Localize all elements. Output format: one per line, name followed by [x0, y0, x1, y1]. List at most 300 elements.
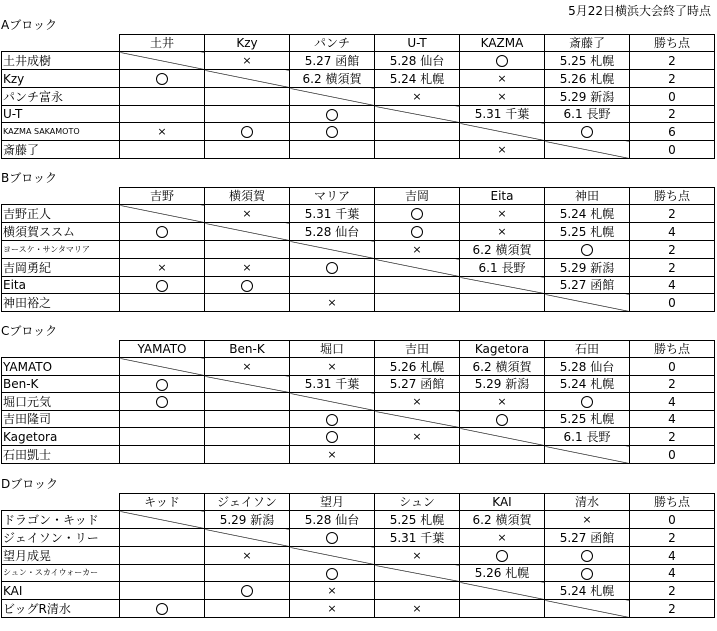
wrestler-name: 横須賀ススム [2, 223, 120, 241]
scheduled-match-cell: 5.28 仙台 [290, 223, 375, 241]
self-match-cell [290, 88, 375, 106]
cross-loss-icon: × [412, 90, 422, 103]
column-header: Eita [460, 188, 545, 205]
loss-cell [205, 259, 290, 277]
table-row [2, 106, 715, 123]
loss-cell [290, 582, 375, 600]
table-row [2, 600, 715, 618]
table-row [2, 205, 715, 223]
column-header: 清水 [545, 494, 630, 511]
cross-loss-icon: × [327, 296, 337, 309]
table-row [2, 529, 715, 547]
points-cell: 2 [630, 70, 715, 88]
win-cell [120, 393, 205, 411]
scheduled-match-cell: 5.31 千葉 [290, 205, 375, 223]
block-title: Cブロック [1, 324, 58, 338]
empty-cell [205, 294, 290, 312]
empty-cell [375, 277, 460, 294]
circle-win-icon [156, 280, 168, 292]
scheduled-match-cell: 5.29 新潟 [545, 88, 630, 106]
table-row [2, 123, 715, 141]
win-cell [545, 565, 630, 582]
points-cell: 2 [630, 259, 715, 277]
points-cell: 4 [630, 565, 715, 582]
table-row [2, 411, 715, 428]
loss-cell [375, 393, 460, 411]
block-3 [1, 476, 715, 618]
cross-loss-icon: × [327, 360, 337, 373]
points-header: 勝ち点 [630, 35, 715, 52]
header-row [2, 341, 715, 358]
scheduled-match-cell: 5.26 札幌 [545, 70, 630, 88]
cross-loss-icon: × [242, 360, 252, 373]
empty-cell [120, 88, 205, 106]
points-cell: 0 [630, 511, 715, 529]
loss-cell [375, 88, 460, 106]
circle-win-icon [581, 396, 593, 408]
cross-loss-icon: × [582, 513, 592, 526]
loss-cell [375, 428, 460, 446]
scheduled-match-cell: 5.31 千葉 [375, 529, 460, 547]
wrestler-name: Ben-K [2, 376, 120, 393]
wrestler-name: 土井成樹 [2, 52, 120, 70]
self-match-cell [375, 411, 460, 428]
league-table [1, 493, 715, 618]
win-cell [545, 241, 630, 259]
circle-win-icon [411, 208, 423, 220]
win-cell [290, 106, 375, 123]
scheduled-match-cell: 5.24 札幌 [545, 582, 630, 600]
column-header: 斎藤了 [545, 35, 630, 52]
win-cell [290, 259, 375, 277]
block-1 [1, 170, 715, 312]
wrestler-name: Eita [2, 277, 120, 294]
loss-cell [205, 358, 290, 376]
league-table [1, 34, 715, 159]
corner-cell [2, 341, 120, 358]
circle-win-icon [241, 126, 253, 138]
empty-cell [205, 141, 290, 159]
table-row [2, 547, 715, 565]
table-row [2, 446, 715, 464]
loss-cell [290, 358, 375, 376]
column-header: パンチ [290, 35, 375, 52]
self-match-cell [545, 294, 630, 312]
empty-cell [120, 428, 205, 446]
cross-loss-icon: × [497, 395, 507, 408]
loss-cell [290, 294, 375, 312]
table-row [2, 259, 715, 277]
points-cell: 4 [630, 393, 715, 411]
header-row [2, 494, 715, 511]
empty-cell [120, 582, 205, 600]
circle-win-icon [241, 585, 253, 597]
cross-loss-icon: × [412, 395, 422, 408]
circle-win-icon [411, 226, 423, 238]
cross-loss-icon: × [412, 549, 422, 562]
win-cell [545, 393, 630, 411]
scheduled-match-cell: 5.25 札幌 [375, 511, 460, 529]
circle-win-icon [326, 568, 338, 580]
self-match-cell [460, 428, 545, 446]
table-row [2, 141, 715, 159]
points-header: 勝ち点 [630, 341, 715, 358]
self-match-cell [205, 223, 290, 241]
points-cell: 2 [630, 106, 715, 123]
win-cell [120, 376, 205, 393]
loss-cell [290, 446, 375, 464]
points-cell: 4 [630, 223, 715, 241]
block-title: Bブロック [1, 171, 57, 185]
points-header: 勝ち点 [630, 494, 715, 511]
block-title: Aブロック [1, 18, 57, 32]
empty-cell [205, 393, 290, 411]
cross-loss-icon: × [242, 207, 252, 220]
scheduled-match-cell: 5.28 仙台 [375, 52, 460, 70]
wrestler-name: Kzy [2, 70, 120, 88]
win-cell [205, 277, 290, 294]
table-row [2, 428, 715, 446]
wrestler-name: 吉田隆司 [2, 411, 120, 428]
circle-win-icon [326, 431, 338, 443]
circle-win-icon [326, 414, 338, 426]
table-row [2, 393, 715, 411]
scheduled-match-cell: 5.24 札幌 [375, 70, 460, 88]
points-cell: 4 [630, 277, 715, 294]
circle-win-icon [496, 414, 508, 426]
wrestler-name: 望月成晃 [2, 547, 120, 565]
win-cell [120, 600, 205, 618]
empty-cell [205, 88, 290, 106]
win-cell [460, 411, 545, 428]
win-cell [460, 52, 545, 70]
column-header: Kagetora [460, 341, 545, 358]
block-2 [1, 323, 715, 464]
loss-cell [460, 205, 545, 223]
table-row [2, 52, 715, 70]
wrestler-name: ドラゴン・キッド [2, 511, 120, 529]
loss-cell [545, 511, 630, 529]
self-match-cell [205, 529, 290, 547]
scheduled-match-cell: 5.27 函館 [545, 277, 630, 294]
points-cell: 2 [630, 52, 715, 70]
self-match-cell [205, 70, 290, 88]
empty-cell [205, 241, 290, 259]
points-cell: 0 [630, 88, 715, 106]
win-cell [545, 123, 630, 141]
column-header: 吉野 [120, 188, 205, 205]
loss-cell [120, 259, 205, 277]
points-cell: 2 [630, 241, 715, 259]
wrestler-name: KAI [2, 582, 120, 600]
win-cell [120, 70, 205, 88]
wrestler-name: 吉岡勇紀 [2, 259, 120, 277]
empty-cell [205, 600, 290, 618]
points-cell: 2 [630, 529, 715, 547]
scheduled-match-cell: 5.24 札幌 [545, 376, 630, 393]
column-header: Kzy [205, 35, 290, 52]
wrestler-name: 神田裕之 [2, 294, 120, 312]
table-row [2, 511, 715, 529]
points-cell: 0 [630, 446, 715, 464]
circle-win-icon [156, 603, 168, 615]
table-row [2, 88, 715, 106]
empty-cell [205, 446, 290, 464]
table-row [2, 277, 715, 294]
loss-cell [375, 600, 460, 618]
points-cell: 2 [630, 428, 715, 446]
self-match-cell [120, 358, 205, 376]
loss-cell [460, 141, 545, 159]
circle-win-icon [241, 280, 253, 292]
circle-win-icon [156, 73, 168, 85]
empty-cell [205, 411, 290, 428]
column-header: KAZMA [460, 35, 545, 52]
win-cell [375, 223, 460, 241]
empty-cell [460, 294, 545, 312]
self-match-cell [545, 141, 630, 159]
cross-loss-icon: × [497, 72, 507, 85]
wrestler-name: U-T [2, 106, 120, 123]
table-row [2, 358, 715, 376]
scheduled-match-cell: 5.26 札幌 [460, 565, 545, 582]
self-match-cell [460, 277, 545, 294]
points-cell: 4 [630, 411, 715, 428]
points-cell: 6 [630, 123, 715, 141]
loss-cell [460, 88, 545, 106]
loss-cell [120, 123, 205, 141]
circle-win-icon [326, 126, 338, 138]
scheduled-match-cell: 5.29 新潟 [545, 259, 630, 277]
points-header: 勝ち点 [630, 188, 715, 205]
circle-win-icon [581, 126, 593, 138]
loss-cell [205, 547, 290, 565]
cross-loss-icon: × [327, 584, 337, 597]
loss-cell [460, 223, 545, 241]
column-header: シュン [375, 494, 460, 511]
loss-cell [460, 393, 545, 411]
self-match-cell [290, 393, 375, 411]
circle-win-icon [496, 55, 508, 67]
empty-cell [205, 106, 290, 123]
corner-cell [2, 188, 120, 205]
scheduled-match-cell: 5.27 函館 [290, 52, 375, 70]
scheduled-match-cell: 5.24 札幌 [545, 205, 630, 223]
empty-cell [120, 241, 205, 259]
self-match-cell [120, 205, 205, 223]
win-cell [120, 277, 205, 294]
empty-cell [375, 141, 460, 159]
corner-cell [2, 494, 120, 511]
wrestler-name: 堀口元気 [2, 393, 120, 411]
empty-cell [120, 547, 205, 565]
circle-win-icon [326, 262, 338, 274]
circle-win-icon [156, 226, 168, 238]
empty-cell [290, 277, 375, 294]
empty-cell [460, 600, 545, 618]
cross-loss-icon: × [157, 261, 167, 274]
column-header: 横須賀 [205, 188, 290, 205]
cross-loss-icon: × [242, 54, 252, 67]
table-row [2, 223, 715, 241]
block-0 [1, 17, 715, 159]
scheduled-match-cell: 6.2 横須賀 [460, 241, 545, 259]
corner-cell [2, 35, 120, 52]
column-header: 石田 [545, 341, 630, 358]
table-row [2, 70, 715, 88]
column-header: 神田 [545, 188, 630, 205]
empty-cell [120, 106, 205, 123]
self-match-cell [290, 241, 375, 259]
loss-cell [375, 241, 460, 259]
scheduled-match-cell: 6.2 横須賀 [290, 70, 375, 88]
table-row [2, 241, 715, 259]
loss-cell [205, 52, 290, 70]
win-cell [120, 223, 205, 241]
column-header: キッド [120, 494, 205, 511]
cross-loss-icon: × [497, 207, 507, 220]
cross-loss-icon: × [497, 143, 507, 156]
empty-cell [375, 123, 460, 141]
column-header: 堀口 [290, 341, 375, 358]
points-cell: 4 [630, 547, 715, 565]
cross-loss-icon: × [497, 225, 507, 238]
empty-cell [120, 411, 205, 428]
win-cell [290, 123, 375, 141]
win-cell [375, 205, 460, 223]
circle-win-icon [496, 550, 508, 562]
column-header: 望月 [290, 494, 375, 511]
win-cell [545, 547, 630, 565]
loss-cell [205, 205, 290, 223]
cross-loss-icon: × [157, 125, 167, 138]
points-cell: 0 [630, 358, 715, 376]
self-match-cell [120, 52, 205, 70]
scheduled-match-cell: 5.25 札幌 [545, 411, 630, 428]
circle-win-icon [326, 109, 338, 121]
self-match-cell [375, 106, 460, 123]
header-row [2, 35, 715, 52]
scheduled-match-cell: 5.29 新潟 [205, 511, 290, 529]
circle-win-icon [156, 379, 168, 391]
circle-win-icon [326, 532, 338, 544]
scheduled-match-cell: 6.1 長野 [545, 428, 630, 446]
empty-cell [375, 294, 460, 312]
circle-win-icon [581, 550, 593, 562]
loss-cell [460, 70, 545, 88]
cross-loss-icon: × [327, 448, 337, 461]
table-row [2, 582, 715, 600]
wrestler-name: ビッグR清水 [2, 600, 120, 618]
circle-win-icon [156, 396, 168, 408]
points-cell: 2 [630, 600, 715, 618]
scheduled-match-cell: 5.25 札幌 [545, 52, 630, 70]
scheduled-match-cell: 5.29 新潟 [460, 376, 545, 393]
scheduled-match-cell: 6.1 長野 [545, 106, 630, 123]
win-cell [290, 428, 375, 446]
column-header: U-T [375, 35, 460, 52]
win-cell [205, 582, 290, 600]
empty-cell [460, 446, 545, 464]
self-match-cell [375, 565, 460, 582]
wrestler-name: 斎藤了 [2, 141, 120, 159]
column-header: YAMATO [120, 341, 205, 358]
scheduled-match-cell: 6.2 横須賀 [460, 358, 545, 376]
column-header: 吉岡 [375, 188, 460, 205]
points-cell: 2 [630, 205, 715, 223]
self-match-cell [120, 511, 205, 529]
circle-win-icon [581, 568, 593, 580]
loss-cell [460, 529, 545, 547]
scheduled-match-cell: 5.25 札幌 [545, 223, 630, 241]
wrestler-name: パンチ富永 [2, 88, 120, 106]
wrestler-name: ヨースケ・サンタマリア [2, 241, 120, 259]
empty-cell [120, 529, 205, 547]
empty-cell [120, 565, 205, 582]
points-cell: 0 [630, 294, 715, 312]
scheduled-match-cell: 5.31 千葉 [460, 106, 545, 123]
empty-cell [375, 582, 460, 600]
loss-cell [290, 600, 375, 618]
table-row [2, 565, 715, 582]
empty-cell [120, 141, 205, 159]
win-cell [290, 411, 375, 428]
cross-loss-icon: × [412, 602, 422, 615]
league-table [1, 340, 715, 464]
column-header: Ben-K [205, 341, 290, 358]
column-header: 吉田 [375, 341, 460, 358]
league-table [1, 187, 715, 312]
empty-cell [120, 294, 205, 312]
empty-cell [375, 446, 460, 464]
header-row [2, 188, 715, 205]
self-match-cell [375, 259, 460, 277]
wrestler-name: 石田凱士 [2, 446, 120, 464]
scheduled-match-cell: 5.26 札幌 [375, 358, 460, 376]
empty-cell [205, 565, 290, 582]
column-header: KAI [460, 494, 545, 511]
points-cell: 0 [630, 141, 715, 159]
wrestler-name: YAMATO [2, 358, 120, 376]
cross-loss-icon: × [412, 243, 422, 256]
win-cell [460, 547, 545, 565]
scheduled-match-cell: 5.27 函館 [545, 529, 630, 547]
column-header: 土井 [120, 35, 205, 52]
scheduled-match-cell: 6.2 横須賀 [460, 511, 545, 529]
column-header: マリア [290, 188, 375, 205]
self-match-cell [545, 446, 630, 464]
empty-cell [205, 428, 290, 446]
empty-cell [120, 446, 205, 464]
wrestler-name: 吉野正人 [2, 205, 120, 223]
win-cell [205, 123, 290, 141]
block-title: Dブロック [1, 477, 59, 491]
win-cell [290, 565, 375, 582]
wrestler-name: シュン・スカイウォーカー [2, 565, 120, 582]
table-row [2, 294, 715, 312]
self-match-cell [460, 582, 545, 600]
empty-cell [290, 141, 375, 159]
circle-win-icon [581, 244, 593, 256]
cross-loss-icon: × [242, 261, 252, 274]
column-header: ジェイソン [205, 494, 290, 511]
scheduled-match-cell: 6.1 長野 [460, 259, 545, 277]
self-match-cell [290, 547, 375, 565]
self-match-cell [545, 600, 630, 618]
table-row [2, 376, 715, 393]
status-note: 5月22日横浜大会終了時点 [568, 4, 711, 18]
cross-loss-icon: × [242, 549, 252, 562]
